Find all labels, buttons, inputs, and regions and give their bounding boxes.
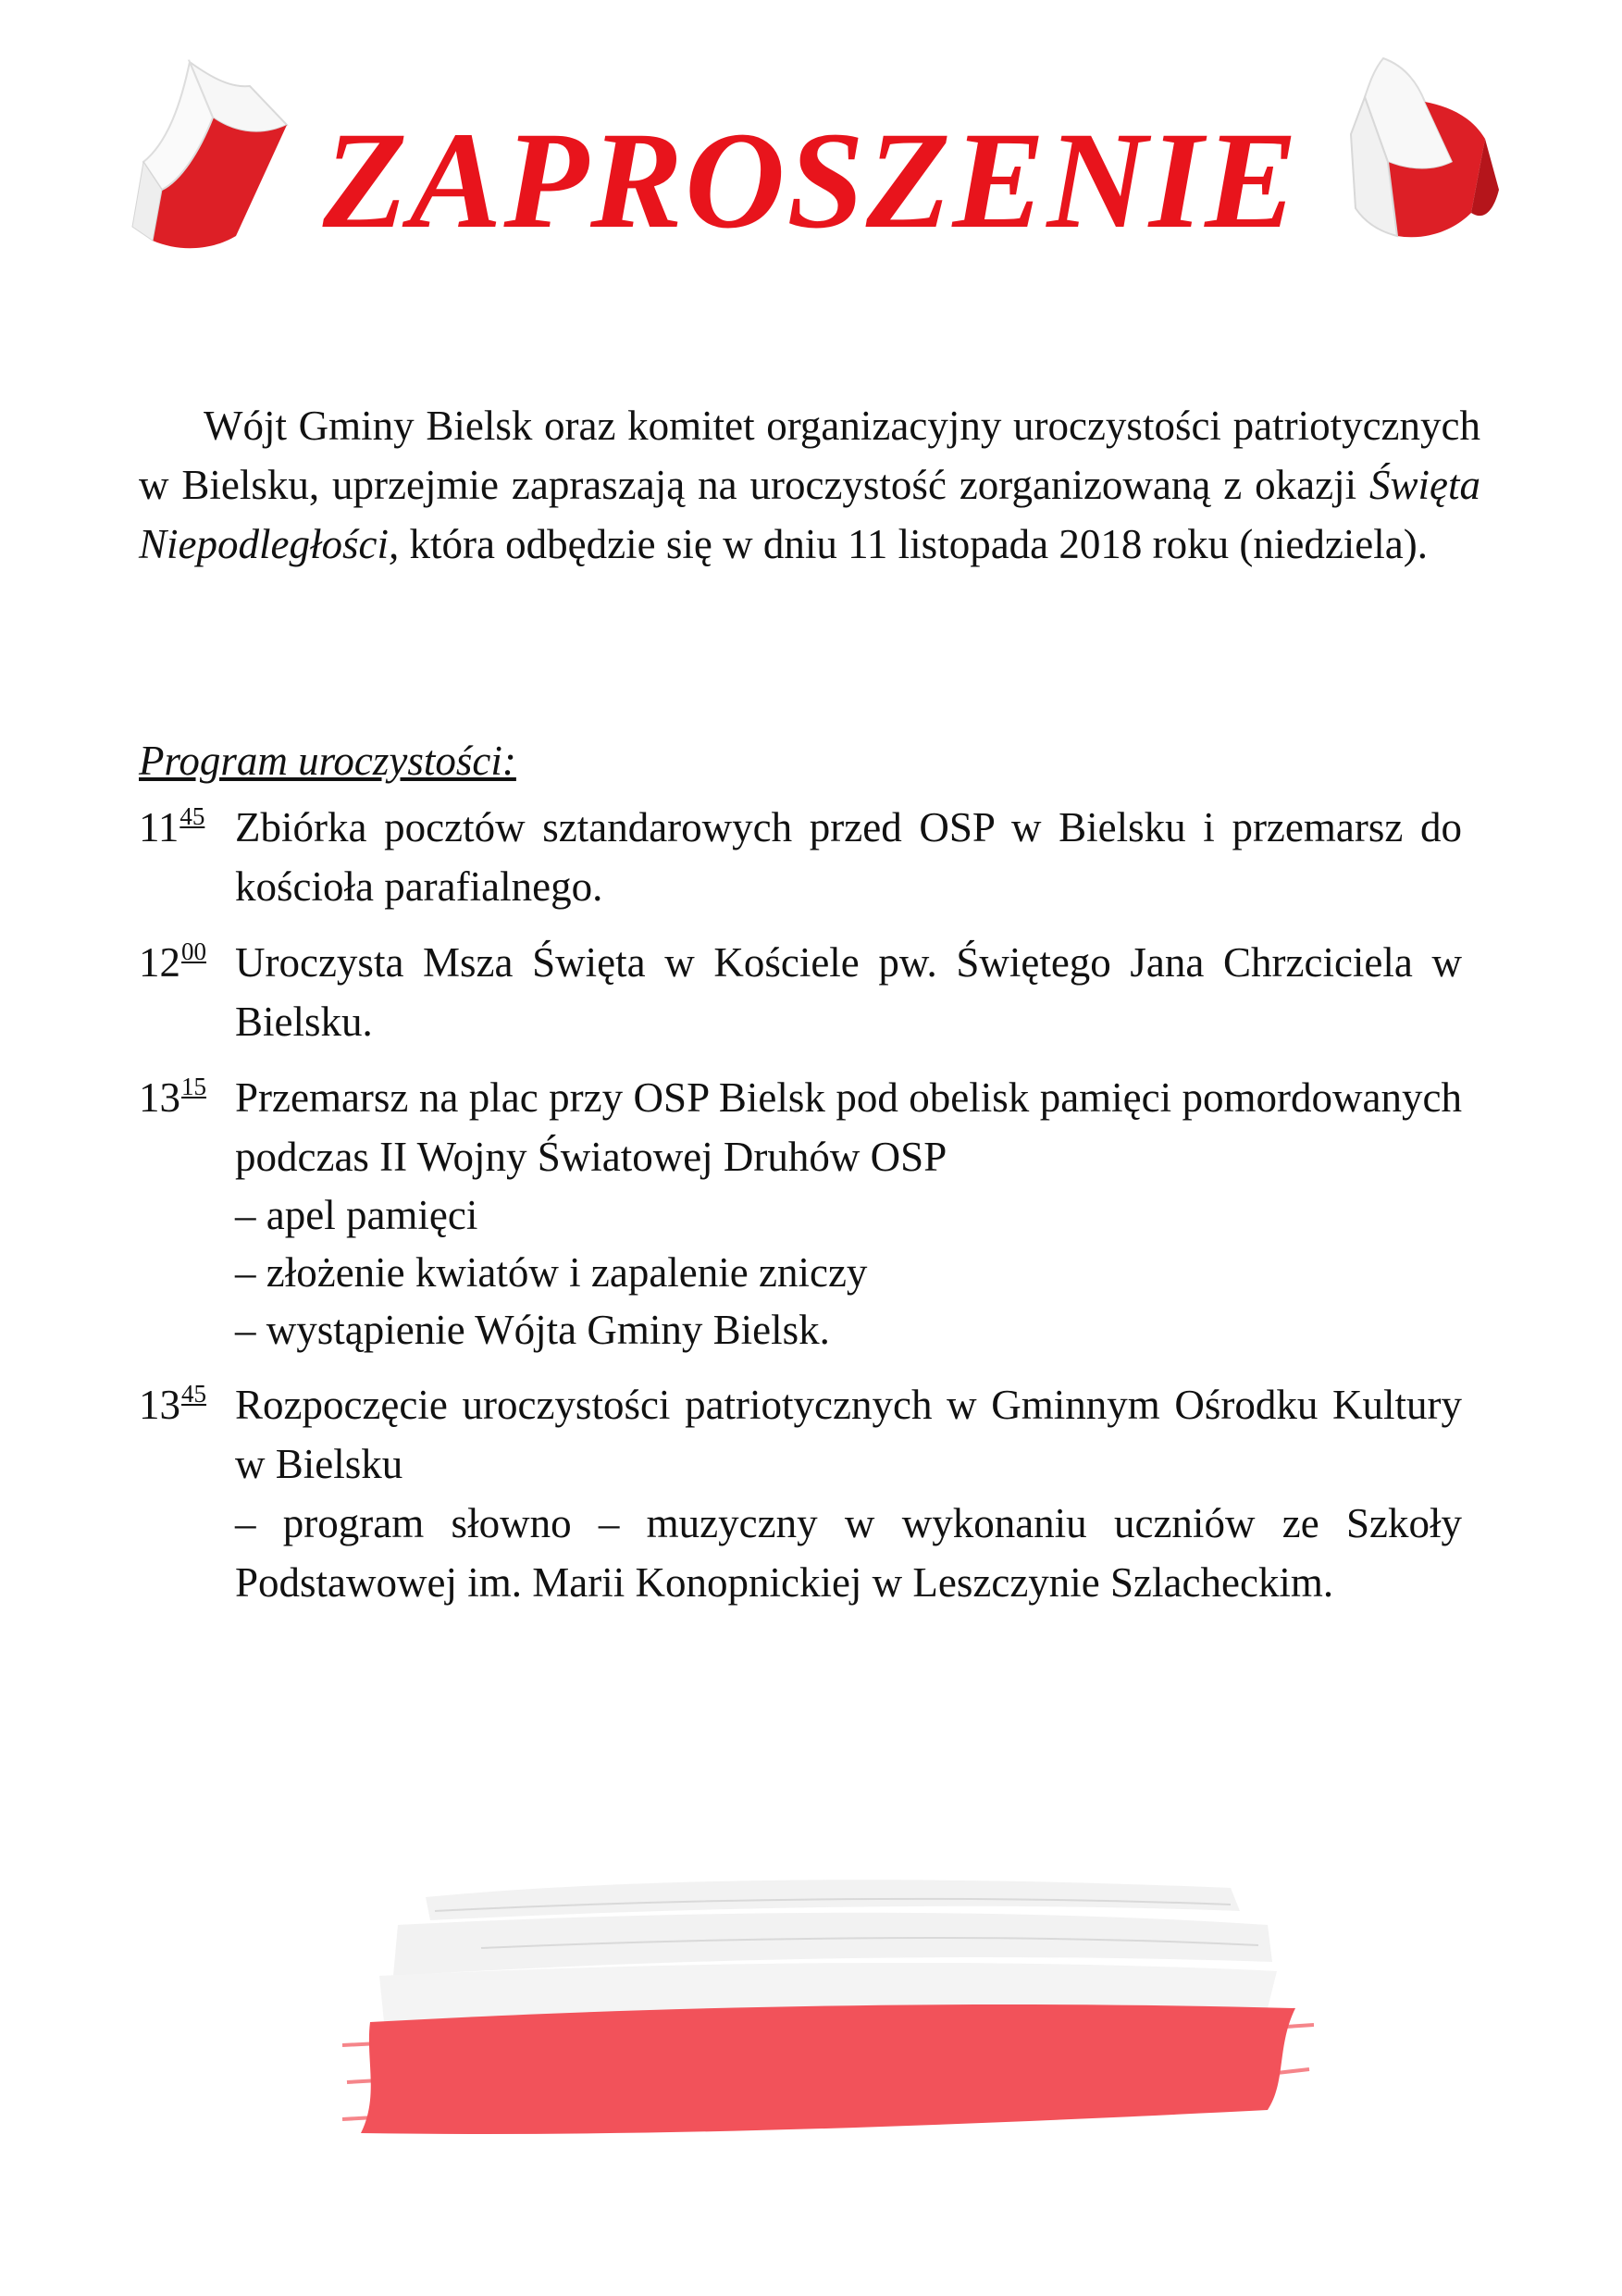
intro-text-end: która odbędzie się w dniu 11 listopada 2018 roku (niedziela). — [399, 521, 1428, 567]
program-item — [139, 933, 1462, 1051]
program-time: $13^{45}$ — [139, 1380, 206, 1428]
program-description: Uroczysta Msza Święta w Kościele pw. Świętego Jana Chrzciciela w Bielsku. — [235, 939, 1462, 1045]
program-subitem: ‒ złożenie kwiatów i zapalenie zniczy — [235, 1249, 868, 1296]
intro-text-start: Wójt Gminy Bielsk oraz komitet organizacyjny uroczystości patriotycznych w Bielsku, uprzejmie zapraszają na uroczystość zorganizowaną z okazji — [139, 403, 1480, 508]
program-description: Zbiórka pocztów sztandarowych przed OSP w Bielsku i przemarsz do kościoła parafialnego. — [235, 804, 1462, 910]
program-list — [139, 798, 1462, 1629]
program-subitems — [235, 1186, 1462, 1359]
program-description: Rozpoczęcie uroczystości patriotycznych w Gminnym Ośrodku Kultury w Bielsku — [235, 1382, 1462, 1487]
invitation-intro — [139, 396, 1480, 574]
program-time: $11^{45}$ — [139, 802, 205, 850]
program-subitem: ‒ wystąpienie Wójta Gminy Bielsk. — [235, 1307, 830, 1353]
holiday-name: Święta Niepodległości, — [139, 462, 1480, 567]
program-time: $12^{00}$ — [139, 937, 206, 986]
program-description: Przemarsz na plac przy OSP Bielsk pod obelisk pamięci pomordowanych podczas II Wojny Światowej Druhów OSP — [235, 1074, 1462, 1180]
flag-brush-stroke-icon — [342, 1860, 1314, 2156]
invitation-title: ZAPROSZENIE — [322, 104, 1300, 257]
program-item — [139, 1375, 1462, 1612]
program-item — [139, 1068, 1462, 1359]
program-subitem: ‒ apel pamięci — [235, 1192, 478, 1238]
program-time: $13^{15}$ — [139, 1073, 206, 1121]
program-detail: – program słowno – muzyczny w wykonaniu uczniów ze Szkoły Podstawowej im. Marii Konopnickiej w Leszczynie Szlacheckim. — [235, 1500, 1462, 1606]
program-item — [139, 798, 1462, 916]
program-heading: Program uroczystości: — [139, 738, 516, 784]
